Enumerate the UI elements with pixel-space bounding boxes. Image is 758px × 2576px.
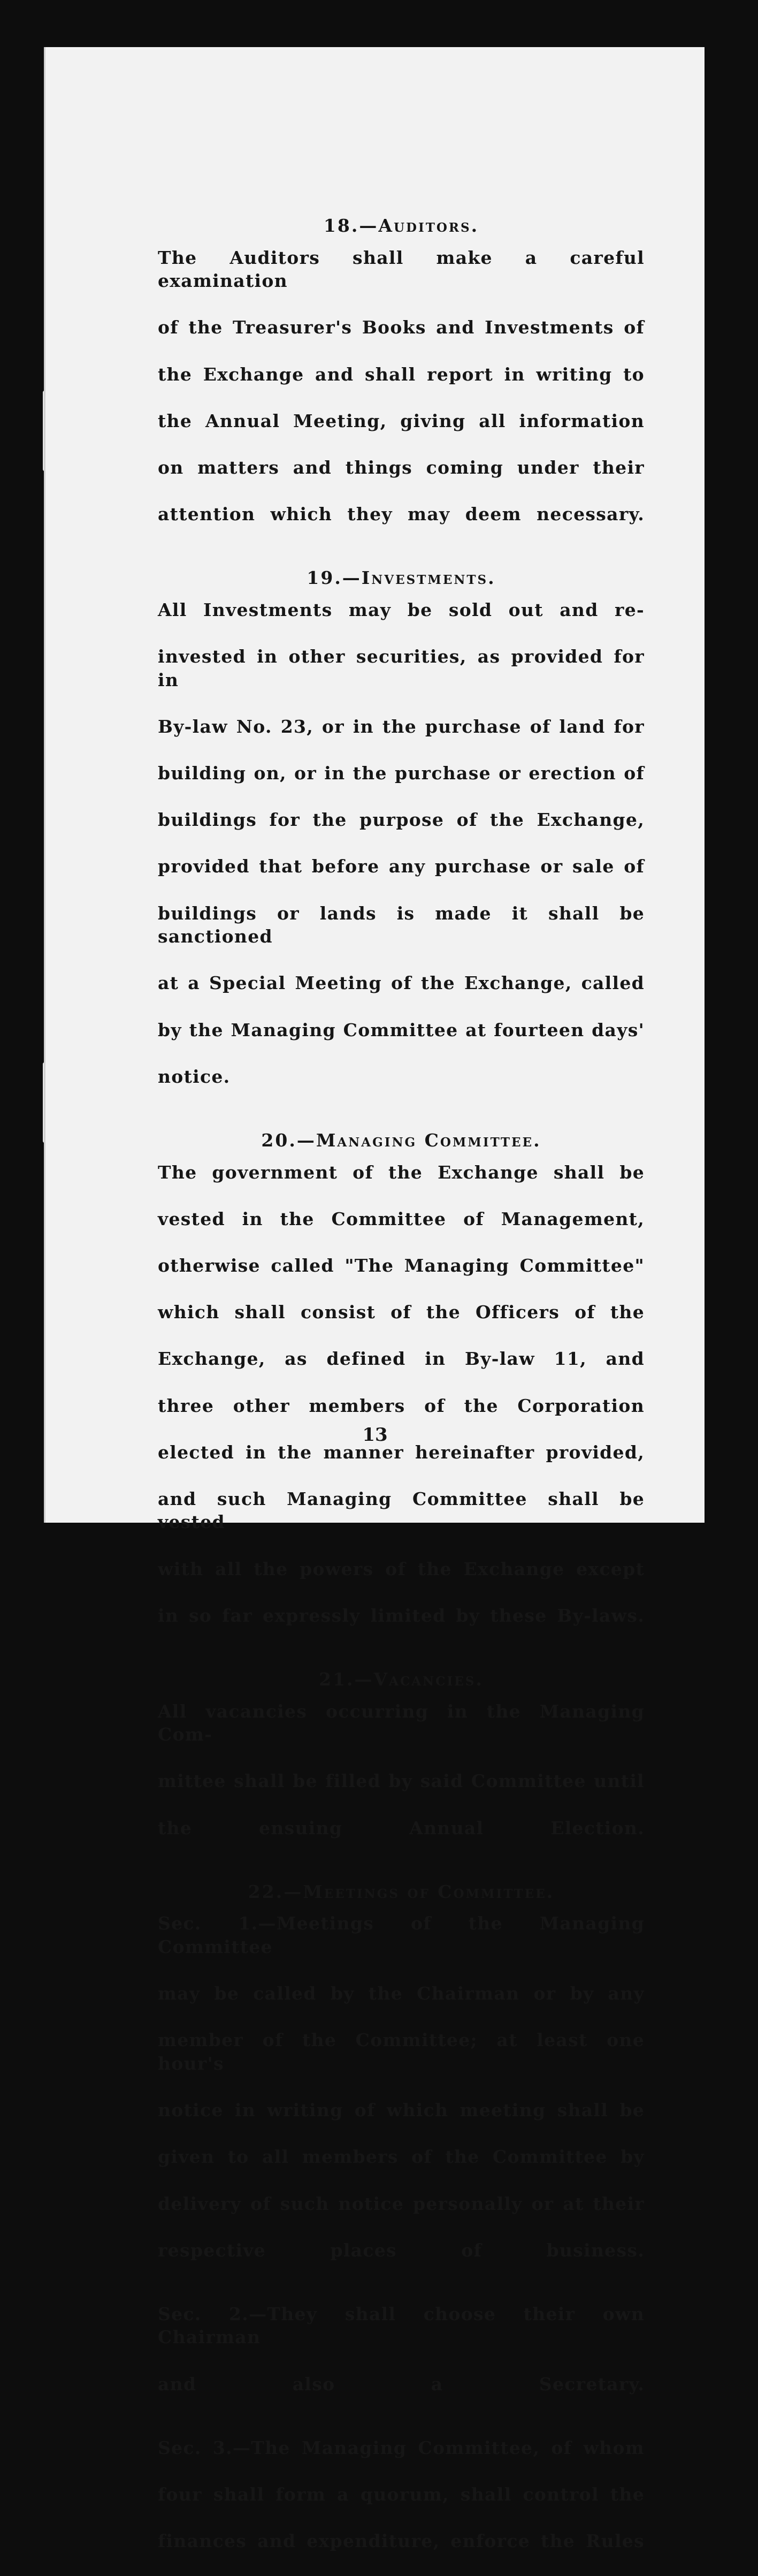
text-line: mittee shall be filled by said Committee until	[158, 1770, 645, 1792]
text-line: Sec. 3.—The Managing Committee, of whom	[158, 2437, 645, 2458]
text-line: Sec. 2.—They shall choose their own Chairman	[158, 2303, 645, 2348]
text-line: The Auditors shall make a careful examination	[158, 247, 645, 292]
text-line: Exchange, as defined in By-law 11, and	[158, 1348, 645, 1370]
text-line: of the Treasurer's Books and Investments of	[158, 317, 645, 338]
text-line: notice in writing of which meeting shall be	[158, 2100, 645, 2121]
text-line: finances and expenditure, enforce the Rules	[158, 2531, 645, 2552]
text-line: buildings or lands is made it shall be sanctioned	[158, 902, 645, 947]
text-line: Sec. 1.—Meetings of the Managing Committee	[158, 1913, 645, 1957]
text-line: four shall form a quorum, shall control the	[158, 2484, 645, 2505]
text-line: invested in other securities, as provided for in	[158, 646, 645, 690]
text-line: The government of the Exchange shall be	[158, 1161, 645, 1183]
section-heading: 20.—Managing Committee.	[261, 1129, 541, 1151]
text-line: and also a Secretary.	[158, 2373, 645, 2395]
text-line: and such Managing Committee shall be vested	[158, 1488, 645, 1533]
text-line: attention which they may deem necessary.	[158, 504, 645, 525]
page-number: 13	[362, 1424, 388, 1446]
text-line: the Exchange and shall report in writing to	[158, 363, 645, 385]
text-line: delivery of such notice personally or at their	[158, 2193, 645, 2214]
section-heading: 21.—Vacancies.	[319, 1669, 484, 1690]
text-line: three other members of the Corporation	[158, 1395, 645, 1416]
text-line: which shall consist of the Officers of the	[158, 1302, 645, 1323]
text-line: in so far expressly limited by these By-laws.	[158, 1605, 645, 1626]
text-line: vested in the Committee of Management,	[158, 1208, 645, 1229]
text-line: may be called by the Chairman or by any	[158, 1983, 645, 2004]
text-line: By-law No. 23, or in the purchase of land for	[158, 716, 645, 737]
text-line: at a Special Meeting of the Exchange, called	[158, 972, 645, 994]
section-heading: 18.—Auditors.	[323, 215, 479, 236]
text-line: building on, or in the purchase or erection of	[158, 763, 645, 784]
text-line: by the Managing Committee at fourteen days'	[158, 1019, 645, 1040]
document-page	[44, 47, 705, 2552]
text-line: otherwise called "The Managing Committee"	[158, 1255, 645, 1276]
text-line: All vacancies occurring in the Managing Com-	[158, 1700, 645, 1745]
text-line: member of the Committee; at least one hour's	[158, 2030, 645, 2074]
text-line: the Annual Meeting, giving all information	[158, 410, 645, 431]
text-line: provided that before any purchase or sale of	[158, 856, 645, 877]
text-line: given to all members of the Committee by	[158, 2146, 645, 2168]
section-heading: 19.—Investments.	[307, 567, 496, 589]
text-line: on matters and things coming under their	[158, 457, 645, 478]
text-line: notice.	[158, 1066, 231, 1087]
text-line: All Investments may be sold out and re-	[158, 599, 645, 620]
section-heading: 22.—Meetings of Committee.	[248, 1881, 555, 1902]
text-line: with all the powers of the Exchange except	[158, 1558, 645, 1579]
page-text	[158, 214, 645, 2576]
text-line: the ensuing Annual Election.	[158, 1817, 645, 1838]
text-line: elected in the manner hereinafter provided,	[158, 1441, 645, 1463]
text-line: respective places of business.	[158, 2239, 645, 2261]
text-line: buildings for the purpose of the Exchange,	[158, 809, 645, 831]
